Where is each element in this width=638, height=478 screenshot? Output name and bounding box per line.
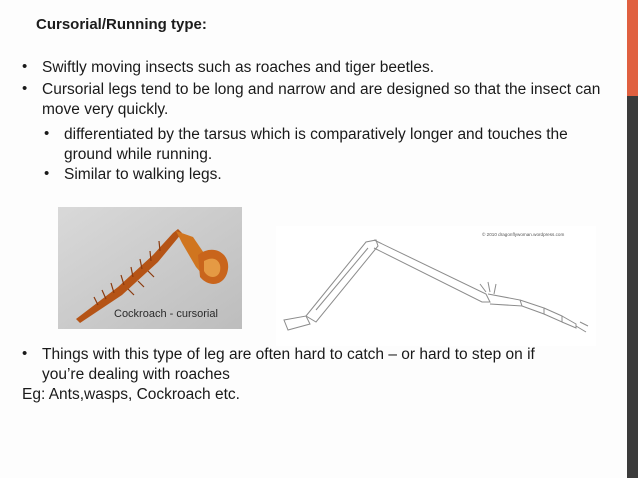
bullet-dot: •: [22, 345, 28, 362]
cockroach-leg-image: [58, 207, 242, 329]
edge-accent: [627, 0, 638, 96]
bullet-text: Things with this type of leg are often hard to catch – or hard to step on if you’re dealing with roaches: [42, 346, 535, 383]
slide-title: Cursorial/Running type:: [36, 16, 207, 33]
bullet-text: Swiftly moving insects such as roaches and tiger beetles.: [42, 59, 434, 76]
bullet-dot: •: [22, 80, 28, 97]
example-line: Eg: Ants,wasps, Cockroach etc.: [22, 386, 240, 403]
sub-bullet-text: differentiated by the tarsus which is comparatively longer and touches the ground while running.: [64, 126, 568, 163]
sub-bullet-text: Similar to walking legs.: [64, 166, 222, 183]
right-image-credit: © 2010 dragonflywoman.wordpress.com: [482, 232, 565, 237]
cockroach-leg-icon: [58, 207, 242, 329]
bullet-dot: •: [44, 125, 50, 142]
left-image-caption: Cockroach - cursorial: [114, 308, 218, 320]
bullet-dot: •: [22, 58, 28, 75]
leg-drawing-image: [276, 226, 596, 346]
bullet-dot: •: [44, 165, 50, 182]
bullet-text: Cursorial legs tend to be long and narrow and are designed so that the insect can move very quickly.: [42, 81, 601, 118]
leg-drawing-icon: [276, 226, 596, 346]
